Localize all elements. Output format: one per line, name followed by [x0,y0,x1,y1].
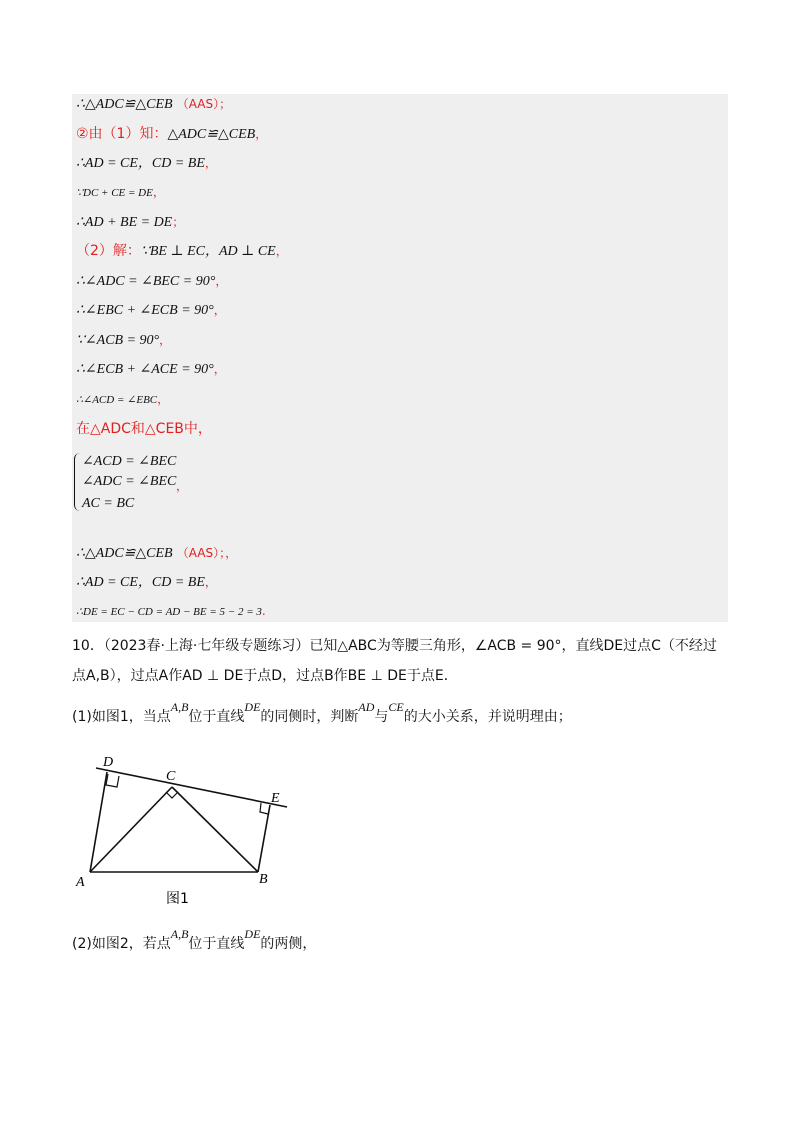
figure-caption: 图1 [166,891,189,907]
solution-line-13: ∴△ADC≌△CEB （AAS）；， [76,546,238,561]
right-angle-e [260,803,268,814]
label-e: E [271,791,280,806]
solution-line-8: ∴∠EBC + ∠ECB = 90°， [76,303,226,318]
problem-line-2: 点A,B），过点A作AD ⊥ DE于点D，过点B作BE ⊥ DE于点E． [72,668,458,684]
right-angle-c [166,792,178,798]
label-d: D [103,755,114,770]
brace-end: ， [176,479,189,493]
problem-line-1: 10．（2023春·上海·七年级专题练习）已知△ABC为等腰三角形，∠ACB = 90°，直线DE过点C（不经过 [72,638,717,654]
brace-line-1: ∠ACD = ∠BEC [82,454,177,469]
solution-line-5: ∴AD + BE = DE； [76,215,185,230]
question-2: (2)如图2，若点A,B位于直线DE的两侧， [72,927,317,952]
solution-line-2: ②由（1）知：△ADC≌△CEB， [76,126,268,142]
question-1: (1)如图1，当点A,B位于直线DE的同侧时，判断AD与CE的大小关系，并说明理由； [72,700,572,725]
right-angle-d [106,774,119,787]
segment-be [258,805,270,872]
brace-line-3: AC = BC [82,496,135,511]
solution-line-7: ∴∠ADC = ∠BEC = 90°， [76,274,228,289]
solution-line-11: ∴∠ACD = ∠EBC， [76,392,170,406]
solution-line-12: 在△ADC和△CEB中， [76,421,212,437]
solution-line-1: ∴△ADC≌△CEB （AAS）； [76,97,232,112]
solution-line-9: ∵∠ACB = 90°， [76,333,172,348]
solution-line-4: ∵DC + CE = DE， [76,185,165,199]
label-b: B [259,872,268,887]
solution-line-6: （2）解：∵BE ⊥ EC，AD ⊥ CE， [76,243,288,259]
solution-line-14: ∴AD = CE，CD = BE， [76,575,217,590]
segment-bc [172,787,258,872]
solution-line-3: ∴AD = CE，CD = BE， [76,156,217,171]
solution-line-10: ∴∠ECB + ∠ACE = 90°， [76,362,226,377]
label-c: C [166,769,176,784]
line-de [96,768,287,807]
label-a: A [76,875,85,890]
brace-line-2: ∠ADC = ∠BEC [82,474,177,489]
solution-line-15: ∴DE = EC − CD = AD − BE = 5 − 2 = 3. [76,604,266,618]
